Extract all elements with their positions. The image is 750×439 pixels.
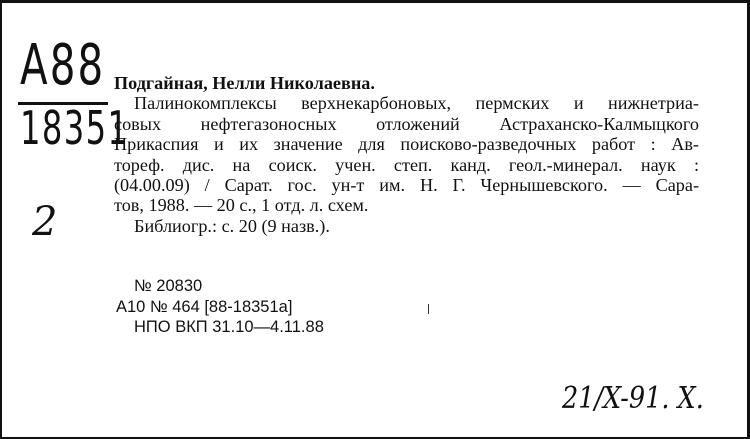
bibliography-note: Библиогр.: с. 20 (9 назв.). <box>134 215 330 236</box>
entry-line-1: Палинокомплексы верхнекарбоновых, пермских и нижнетриа- <box>134 93 699 114</box>
bibliographic-entry <box>114 73 699 236</box>
handwritten-date-stamp: 21/X-91. X. <box>562 381 704 416</box>
stray-mark <box>428 304 429 314</box>
entry-line-5: (04.00.09) / Сарат. гос. ун-т им. Н. Г. Чернышевского. — Сара- <box>114 175 699 196</box>
entry-line-6: тов, 1988. — 20 с., 1 отд. л. схем. <box>114 195 369 216</box>
author-heading: Подгайная, Нелли Николаевна. <box>114 73 375 93</box>
call-number-top: A88 <box>20 33 106 98</box>
handwritten-copy-number: 2 <box>32 199 58 245</box>
entry-line-3: Прикаспия и их значение для поисково-разведочных работ : Ав- <box>114 134 699 155</box>
registration-number: А10 № 464 [88-18351а] <box>116 297 293 316</box>
card-number: № 20830 <box>134 277 203 295</box>
registration-codes <box>116 276 324 338</box>
ntb-code: НПО ВКП 31.10—4.11.88 <box>134 318 324 336</box>
entry-line-4: тореф. дис. на соиск. учен. степ. канд. геол.-минерал. наук : <box>114 154 699 175</box>
call-number-bottom: 18351 <box>20 101 130 155</box>
entry-line-2: совых нефтегазоносных отложений Астраханско-Калмыцкого <box>114 113 699 134</box>
